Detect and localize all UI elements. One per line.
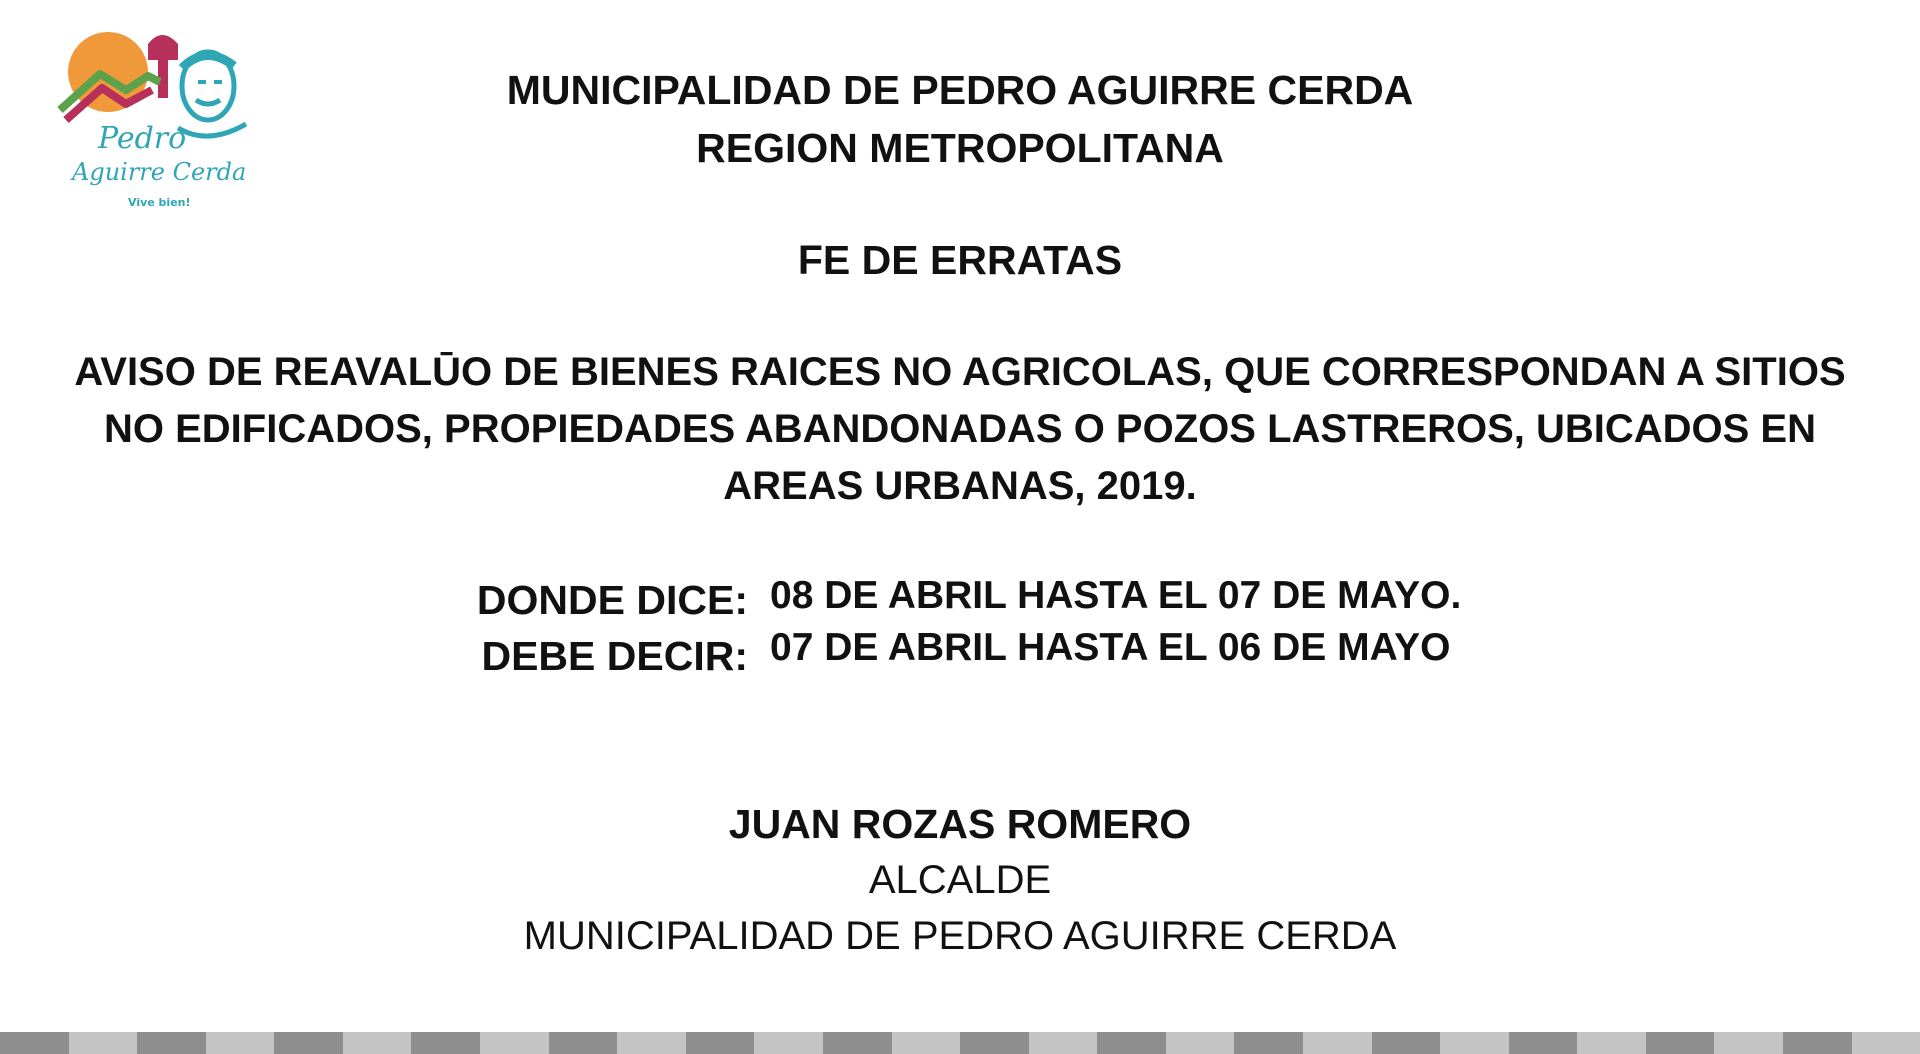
stripe-segment: [1097, 1032, 1166, 1054]
stripe-segment: [1166, 1032, 1235, 1054]
header-region: REGION METROPOLITANA: [696, 125, 1224, 171]
stripe-segment: [343, 1032, 412, 1054]
wrong-label: DONDE DICE:: [476, 577, 748, 623]
stripe-segment: [206, 1032, 275, 1054]
stripe-segment: [823, 1032, 892, 1054]
stripe-segment: [1372, 1032, 1441, 1054]
stripe-segment: [960, 1032, 1029, 1054]
stripe-segment: [1646, 1032, 1715, 1054]
logo-line2: Aguirre Cerda: [72, 158, 247, 186]
stripe-segment: [1234, 1032, 1303, 1054]
stripe-segment: [617, 1032, 686, 1054]
stripe-segment: [1029, 1032, 1098, 1054]
document-title: FE DE ERRATAS: [797, 237, 1123, 283]
stripe-segment: [69, 1032, 138, 1054]
stripe-segment: [549, 1032, 618, 1054]
logo-line1: Pedro: [98, 121, 187, 156]
logo-graphic: [56, 16, 256, 216]
stripe-segment: [1577, 1032, 1646, 1054]
stripe-segment: [480, 1032, 549, 1054]
stripe-segment: [0, 1032, 69, 1054]
notice-line-3: AREAS URBANAS, 2019.: [723, 464, 1197, 508]
signature-name: JUAN ROZAS ROMERO: [728, 801, 1192, 847]
stripe-segment: [411, 1032, 480, 1054]
municipality-logo: [56, 16, 256, 216]
stripe-segment: [1852, 1032, 1920, 1054]
correction-right-row: [0, 628, 1920, 684]
bottom-stripe: [0, 1032, 1920, 1054]
signature-institution: MUNICIPALIDAD DE PEDRO AGUIRRE CERDA: [523, 914, 1397, 958]
stripe-segment: [754, 1032, 823, 1054]
logo-slogan: Vive bien!: [128, 196, 191, 209]
stripe-segment: [1783, 1032, 1852, 1054]
wrong-value: 08 DE ABRIL HASTA EL 07 DE MAYO.: [770, 574, 1462, 617]
right-value: 07 DE ABRIL HASTA EL 06 DE MAYO: [770, 626, 1451, 669]
header-municipality: MUNICIPALIDAD DE PEDRO AGUIRRE CERDA: [506, 67, 1414, 113]
stripe-segment: [892, 1032, 961, 1054]
notice-line-1: AVISO DE REAVALŪO DE BIENES RAICES NO AGRICOLAS, QUE CORRESPONDAN A SITIOS: [74, 350, 1846, 394]
right-label: DEBE DECIR:: [481, 633, 748, 679]
stripe-segment: [1303, 1032, 1372, 1054]
signature-role: ALCALDE: [868, 858, 1052, 902]
stripe-segment: [274, 1032, 343, 1054]
stripe-segment: [686, 1032, 755, 1054]
stripe-segment: [1440, 1032, 1509, 1054]
stripe-segment: [137, 1032, 206, 1054]
stripe-segment: [1509, 1032, 1578, 1054]
stripe-segment: [1714, 1032, 1783, 1054]
notice-line-2: NO EDIFICADOS, PROPIEDADES ABANDONADAS O POZOS LASTREROS, UBICADOS EN: [104, 407, 1816, 451]
